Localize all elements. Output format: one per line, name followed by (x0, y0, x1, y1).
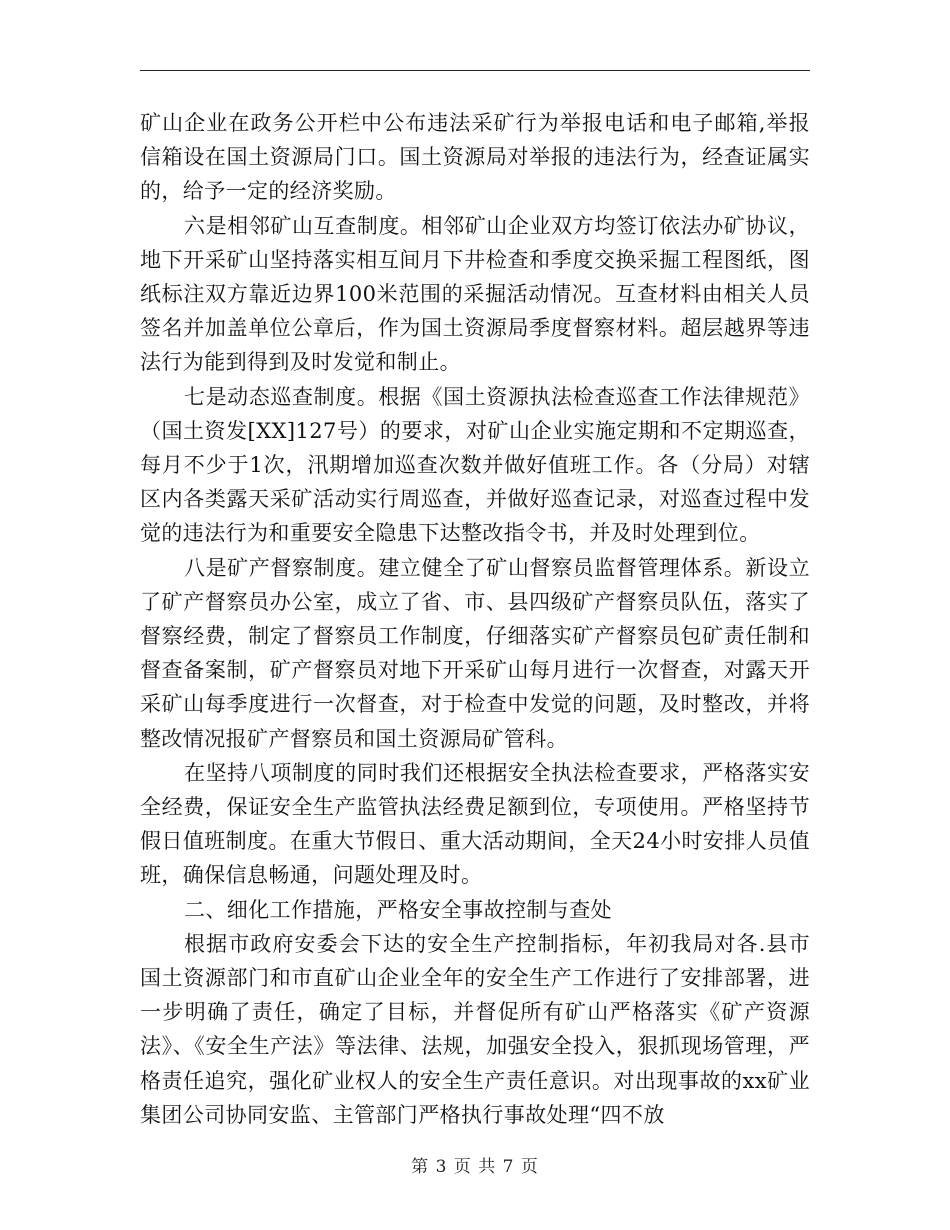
footer-prefix: 第 (411, 1157, 430, 1177)
paragraph-neighbor-inspection: 六是相邻矿山互查制度。相邻矿山企业双方均签订依法办矿协议，地下开采矿山坚持落实相互间月下井检查和季度交换采掘工程图纸，图纸标注双方靠近边界100米范围的采掘活动情况。互查材料由相关人员签名并加盖单位公章后，作为国土资源局季度督察材料。超层越界等违法行为能到得到及时发觉和制止。 (140, 213, 810, 375)
document-body (140, 106, 810, 1132)
footer-total-pages: 7 (502, 1157, 515, 1177)
footer-suffix: 页 (520, 1157, 539, 1177)
footer-middle: 页 共 (453, 1157, 497, 1177)
paragraph-safety-control: 根据市政府安委会下达的安全生产控制指标，年初我局对各.县市国土资源部门和市直矿山企业全年的安全生产工作进行了安排部署，进一步明确了责任，确定了目标，并督促所有矿山严格落实《矿产资源法》、《安全生产法》等法律、法规，加强安全投入，狠抓现场管理，严格责任追究，强化矿业权人的安全生产责任意识。对出现事故的xx矿业集团公司协同安监、主管部门严格执行事故处理“四不放 (140, 931, 810, 1127)
paragraph-dynamic-patrol: 七是动态巡查制度。根据《国土资源执法检查巡查工作法律规范》（国土资发[XX]127号）的要求，对矿山企业实施定期和不定期巡查，每月不少于1次，汛期增加巡查次数并做好值班工作。各（分局）对辖区内各类露天采矿活动实行周巡查，并做好巡查记录，对巡查过程中发觉的违法行为和重要安全隐患下达整改指令书，并及时处理到位。 (140, 384, 810, 546)
section-heading: 二、细化工作措施，严格安全事故控制与查处 (184, 897, 612, 922)
paragraph-eight-systems: 在坚持八项制度的同时我们还根据安全执法检查要求，严格落实安全经费，保证安全生产监管执法经费足额到位，专项使用。严格坚持节假日值班制度。在重大节假日、重大活动期间，全天24小时安排人员值班，确保信息畅通，问题处理及时。 (140, 760, 810, 888)
paragraph-continuation: 矿山企业在政务公开栏中公布违法采矿行为举报电话和电子邮箱,举报信箱设在国土资源局门口。国土资源局对举报的违法行为，经查证属实的，给予一定的经济奖励。 (140, 111, 810, 204)
footer-page-number: 3 (435, 1157, 448, 1177)
header-rule (140, 70, 810, 71)
page-footer (0, 1152, 950, 1177)
paragraph-mineral-supervision: 八是矿产督察制度。建立健全了矿山督察员监督管理体系。新设立了矿产督察员办公室，成立了省、市、县四级矿产督察员队伍，落实了督察经费，制定了督察员工作制度，仔细落实矿产督察员包矿责任制和督查备案制，矿产督察员对地下开采矿山每月进行一次督查，对露天开采矿山每季度进行一次督查，对于检查中发觉的问题，及时整改，并将整改情况报矿产督察员和国土资源局矿管科。 (140, 555, 810, 751)
